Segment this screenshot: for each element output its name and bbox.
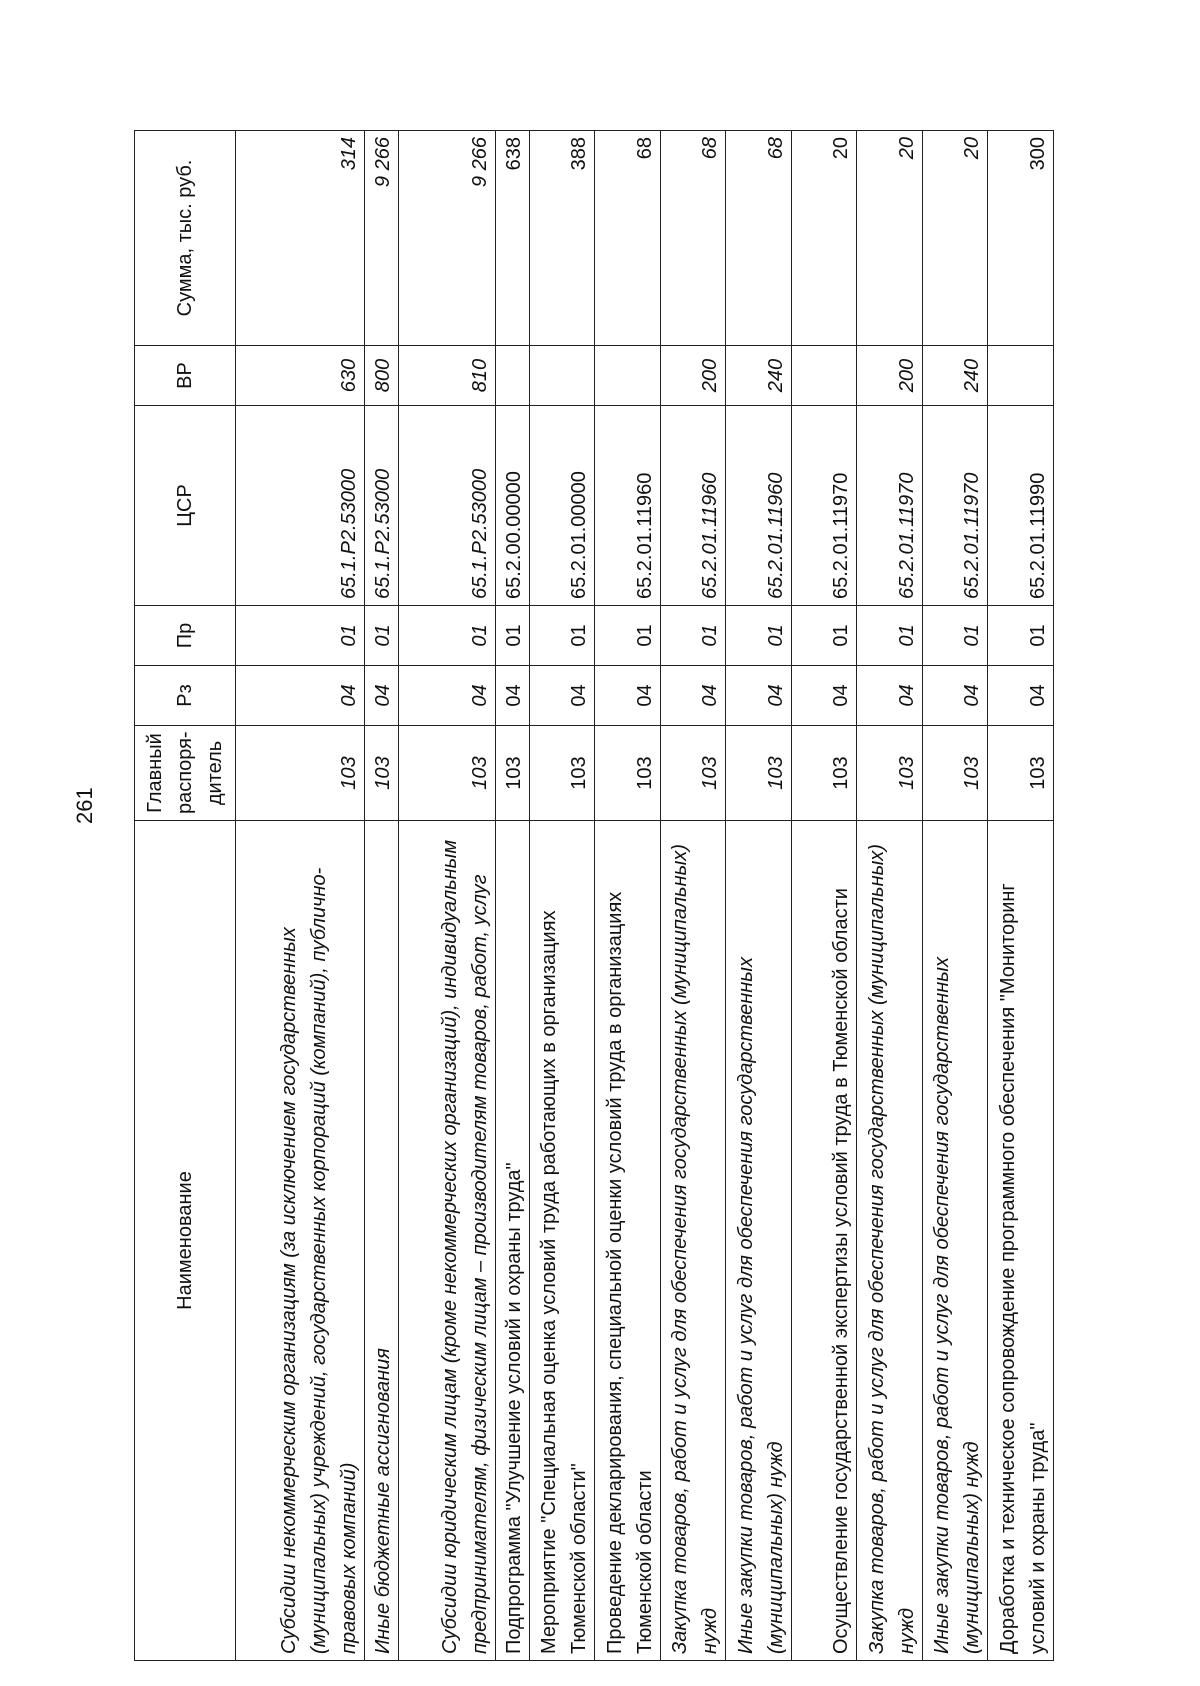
- table-row: [529, 131, 595, 1661]
- cell-target-item: 65.2.01.11960: [595, 406, 661, 606]
- cell-target-item: 65.2.01.11960: [726, 406, 792, 606]
- cell-name: Субсидии некоммерческим организациям (за исключением государственных (муниципальных) учреждений, государственных корпораций (компаний), публично-правовых компаний): [236, 821, 365, 1661]
- cell-expense-type: 200: [857, 346, 923, 406]
- cell-name: Проведение декларирования, специальной оценки условий труда в организациях Тюменской области: [595, 821, 661, 1661]
- cell-section: 04: [988, 666, 1054, 726]
- cell-sum: 68: [660, 131, 726, 346]
- header-section: Рз: [135, 666, 236, 726]
- cell-name: Иные бюджетные ассигнования: [364, 821, 398, 1661]
- cell-sum: 68: [595, 131, 661, 346]
- cell-section: 04: [791, 666, 857, 726]
- cell-main-manager: 103: [236, 726, 365, 821]
- cell-name: Иные закупки товаров, работ и услуг для обеспечения государственных (муниципальных) нужд: [726, 821, 792, 1661]
- cell-expense-type: [495, 346, 529, 406]
- table-row: [660, 131, 726, 1661]
- cell-main-manager: 103: [791, 726, 857, 821]
- cell-subsection: 01: [922, 606, 988, 666]
- cell-subsection: 01: [236, 606, 365, 666]
- cell-target-item: 65.2.01.11960: [660, 406, 726, 606]
- cell-section: 04: [726, 666, 792, 726]
- cell-subsection: 01: [364, 606, 398, 666]
- header-main-manager: Главный распоря-дитель: [135, 726, 236, 821]
- cell-target-item: 65.2.01.00000: [529, 406, 595, 606]
- header-sum: Сумма, тыс. руб.: [135, 131, 236, 346]
- cell-section: 04: [236, 666, 365, 726]
- page-number: 261: [72, 787, 97, 824]
- cell-section: 04: [660, 666, 726, 726]
- cell-expense-type: [595, 346, 661, 406]
- cell-target-item: 65.2.01.11970: [857, 406, 923, 606]
- cell-main-manager: 103: [857, 726, 923, 821]
- cell-section: 04: [595, 666, 661, 726]
- cell-subsection: 01: [988, 606, 1054, 666]
- cell-expense-type: [529, 346, 595, 406]
- table-row: [726, 131, 792, 1661]
- cell-expense-type: 810: [398, 346, 495, 406]
- cell-main-manager: 103: [922, 726, 988, 821]
- cell-main-manager: 103: [398, 726, 495, 821]
- cell-expense-type: [791, 346, 857, 406]
- header-subsection: Пр: [135, 606, 236, 666]
- cell-sum: 20: [922, 131, 988, 346]
- cell-name: Закупка товаров, работ и услуг для обеспечения государственных (муниципальных) нужд: [857, 821, 923, 1661]
- cell-subsection: 01: [529, 606, 595, 666]
- cell-section: 04: [364, 666, 398, 726]
- cell-subsection: 01: [660, 606, 726, 666]
- cell-name: Мероприятие "Специальная оценка условий труда работающих в организациях Тюменской области": [529, 821, 595, 1661]
- cell-main-manager: 103: [660, 726, 726, 821]
- cell-name: Иные закупки товаров, работ и услуг для обеспечения государственных (муниципальных) нужд: [922, 821, 988, 1661]
- cell-target-item: 65.2.01.11970: [922, 406, 988, 606]
- cell-subsection: 01: [595, 606, 661, 666]
- cell-expense-type: 240: [726, 346, 792, 406]
- cell-section: 04: [922, 666, 988, 726]
- cell-target-item: 65.1.P2.53000: [236, 406, 365, 606]
- cell-section: 04: [857, 666, 923, 726]
- cell-sum: 638: [495, 131, 529, 346]
- cell-main-manager: 103: [988, 726, 1054, 821]
- cell-main-manager: 103: [364, 726, 398, 821]
- table-row: [398, 131, 495, 1661]
- cell-main-manager: 103: [726, 726, 792, 821]
- table-header-row: [135, 131, 236, 1661]
- cell-subsection: 01: [791, 606, 857, 666]
- cell-expense-type: 800: [364, 346, 398, 406]
- table-row: [857, 131, 923, 1661]
- cell-expense-type: 630: [236, 346, 365, 406]
- cell-sum: 20: [857, 131, 923, 346]
- cell-main-manager: 103: [495, 726, 529, 821]
- cell-target-item: 65.2.01.11990: [988, 406, 1054, 606]
- cell-sum: 300: [988, 131, 1054, 346]
- cell-name: Закупка товаров, работ и услуг для обеспечения государственных (муниципальных) нужд: [660, 821, 726, 1661]
- cell-target-item: 65.1.P2.53000: [398, 406, 495, 606]
- cell-name: Доработка и техническое сопровождение программного обеспечения "Мониторинг условий и охраны труда": [988, 821, 1054, 1661]
- cell-sum: 9 266: [398, 131, 495, 346]
- cell-sum: 9 266: [364, 131, 398, 346]
- table-row: [595, 131, 661, 1661]
- cell-expense-type: 240: [922, 346, 988, 406]
- table-row: [988, 131, 1054, 1661]
- cell-target-item: 65.1.P2.53000: [364, 406, 398, 606]
- cell-name: Подпрограмма "Улучшение условий и охраны труда": [495, 821, 529, 1661]
- cell-expense-type: 200: [660, 346, 726, 406]
- table-row: [364, 131, 398, 1661]
- header-name: Наименование: [135, 821, 236, 1661]
- cell-subsection: 01: [857, 606, 923, 666]
- cell-subsection: 01: [398, 606, 495, 666]
- cell-name: Субсидии юридическим лицам (кроме некоммерческих организаций), индивидуальным предпринимателям, физическим лицам – производителям товаров, работ, услуг: [398, 821, 495, 1661]
- cell-section: 04: [495, 666, 529, 726]
- budget-table: [134, 130, 1054, 1661]
- cell-section: 04: [529, 666, 595, 726]
- cell-main-manager: 103: [529, 726, 595, 821]
- header-expense-type: ВР: [135, 346, 236, 406]
- cell-sum: 314: [236, 131, 365, 346]
- cell-name: Осуществление государственной экспертизы условий труда в Тюменской области: [791, 821, 857, 1661]
- cell-subsection: 01: [726, 606, 792, 666]
- table-row: [236, 131, 365, 1661]
- cell-sum: 20: [791, 131, 857, 346]
- cell-target-item: 65.2.01.11970: [791, 406, 857, 606]
- cell-target-item: 65.2.00.00000: [495, 406, 529, 606]
- table-row: [495, 131, 529, 1661]
- table-row: [791, 131, 857, 1661]
- table-row: [922, 131, 988, 1661]
- cell-main-manager: 103: [595, 726, 661, 821]
- cell-sum: 68: [726, 131, 792, 346]
- cell-section: 04: [398, 666, 495, 726]
- header-target-item: ЦСР: [135, 406, 236, 606]
- cell-sum: 388: [529, 131, 595, 346]
- cell-expense-type: [988, 346, 1054, 406]
- cell-subsection: 01: [495, 606, 529, 666]
- rotated-table-wrapper: [134, 131, 1054, 1661]
